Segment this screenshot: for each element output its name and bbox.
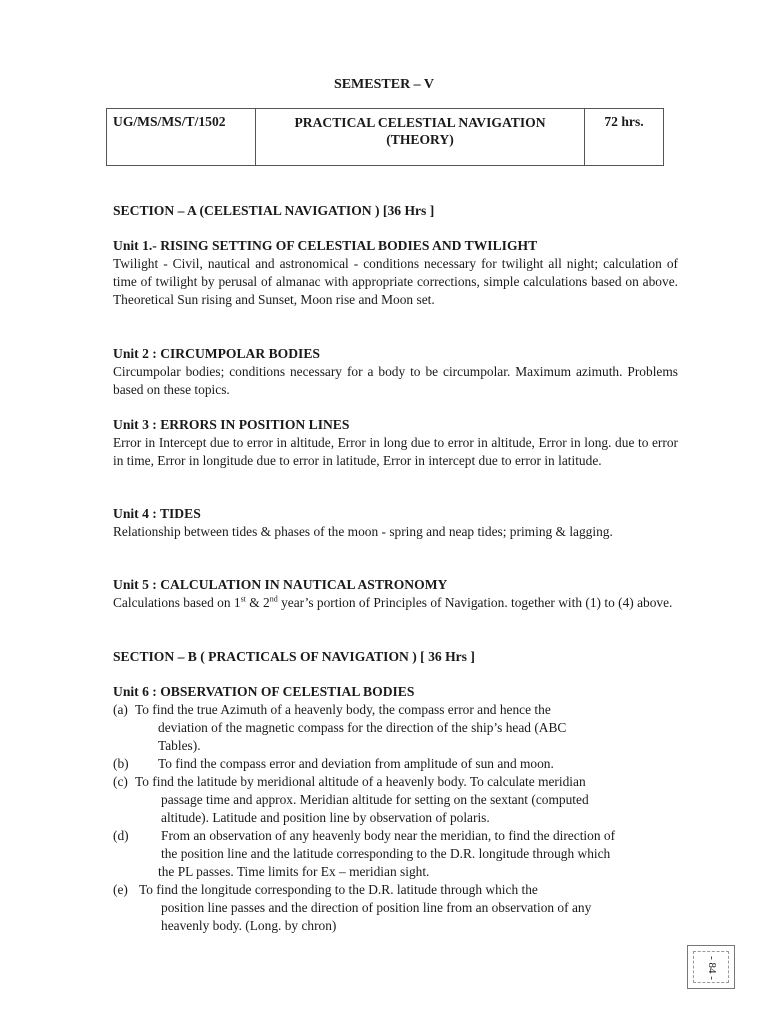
page-title: SEMESTER – V <box>333 77 435 92</box>
item-line: To find the true Azimuth of a heavenly body, the compass error and hence the <box>135 702 551 717</box>
item-line: altitude). Latitude and position line by observation of polaris. <box>161 810 490 825</box>
list-item-c <box>113 773 693 827</box>
course-table <box>106 108 664 166</box>
course-hours: 72 hrs. <box>585 109 664 166</box>
unit-5-text <box>113 594 678 612</box>
unit-5-heading: Unit 5 : CALCULATION IN NAUTICAL ASTRONOMY <box>113 577 448 592</box>
unit-1 <box>113 237 678 309</box>
item-line: To find the compass error and deviation from amplitude of sun and moon. <box>158 756 554 771</box>
section-a-heading: SECTION – A (CELESTIAL NAVIGATION ) [36 Hrs ] <box>113 203 435 218</box>
unit-5-sup-nd: nd <box>269 594 278 604</box>
item-line: deviation of the magnetic compass for the direction of the ship’s head (ABC <box>158 720 567 735</box>
item-line: From an observation of any heavenly body near the meridian, to find the direction of <box>161 828 616 843</box>
list-item-b <box>113 755 693 773</box>
list-item-a <box>113 701 693 755</box>
item-line: Tables). <box>158 738 201 753</box>
unit-6-items <box>113 701 693 935</box>
unit-6-heading: Unit 6 : OBSERVATION OF CELESTIAL BODIES <box>113 684 415 699</box>
list-item-d <box>113 827 693 881</box>
unit-1-heading: Unit 1.- RISING SETTING OF CELESTIAL BODIES AND TWILIGHT <box>113 238 538 253</box>
unit-2-heading: Unit 2 : CIRCUMPOLAR BODIES <box>113 346 320 361</box>
course-code: UG/MS/MS/T/1502 <box>107 109 256 166</box>
course-row <box>107 109 664 166</box>
item-line: the PL passes. Time limits for Ex – meridian sight. <box>158 864 430 879</box>
unit-6 <box>113 683 678 701</box>
unit-5-text-c: year’s portion of Principles of Navigation. together with (1) to (4) above. <box>277 595 673 610</box>
unit-4-heading: Unit 4 : TIDES <box>113 506 201 521</box>
section-b-heading: SECTION – B ( PRACTICALS OF NAVIGATION ) [ 36 Hrs ] <box>113 649 475 664</box>
unit-3 <box>113 416 678 470</box>
unit-4 <box>113 505 678 541</box>
item-line: heavenly body. (Long. by chron) <box>161 918 337 933</box>
course-subject <box>256 109 585 166</box>
page-number-box <box>687 945 735 989</box>
item-line: To find the longitude corresponding to the D.R. latitude through which the <box>139 882 538 897</box>
item-label: (d) <box>113 828 129 843</box>
list-item-e <box>113 881 693 935</box>
unit-3-heading: Unit 3 : ERRORS IN POSITION LINES <box>113 417 350 432</box>
unit-5-sup-st: st <box>240 594 246 604</box>
item-label: (a) <box>113 702 128 717</box>
item-line: position line passes and the direction of position line from an observation of any <box>161 900 592 915</box>
course-subject-line1: PRACTICAL CELESTIAL NAVIGATION <box>294 115 546 130</box>
unit-2 <box>113 345 678 399</box>
item-label: (b) <box>113 756 129 771</box>
item-line: To find the latitude by meridional altitude of a heavenly body. To calculate meridian <box>135 774 586 789</box>
item-label: (c) <box>113 774 128 789</box>
page-number: - 84 - <box>706 956 718 980</box>
unit-5-text-a: Calculations based on 1 <box>113 595 241 610</box>
unit-1-text: Twilight - Civil, nautical and astronomical - conditions necessary for twilight all night; calculation of time of twilight by perusal of almanac with appropriate corrections, simple calculations based on above. Theoretical Sun rising and Sunset, Moon rise and Moon set. <box>113 256 678 307</box>
unit-2-text: Circumpolar bodies; conditions necessary for a body to be circumpolar. Maximum azimuth. Problems based on these topics. <box>113 364 678 397</box>
unit-3-text: Error in Intercept due to error in altitude, Error in long due to error in altitude, Error in long. due to error in time, Error in longitude due to error in latitude, Error in intercept due to error in latitude. <box>113 435 678 468</box>
item-line: the position line and the latitude corresponding to the D.R. longitude through which <box>161 846 611 861</box>
item-label: (e) <box>113 882 128 897</box>
item-line: passage time and approx. Meridian altitude for setting on the sextant (computed <box>161 792 589 807</box>
unit-5 <box>113 576 678 612</box>
unit-5-text-b: & 2 <box>245 595 270 610</box>
unit-4-text: Relationship between tides & phases of the moon - spring and neap tides; priming & lagging. <box>113 524 613 539</box>
course-subject-line2: (THEORY) <box>386 132 454 147</box>
